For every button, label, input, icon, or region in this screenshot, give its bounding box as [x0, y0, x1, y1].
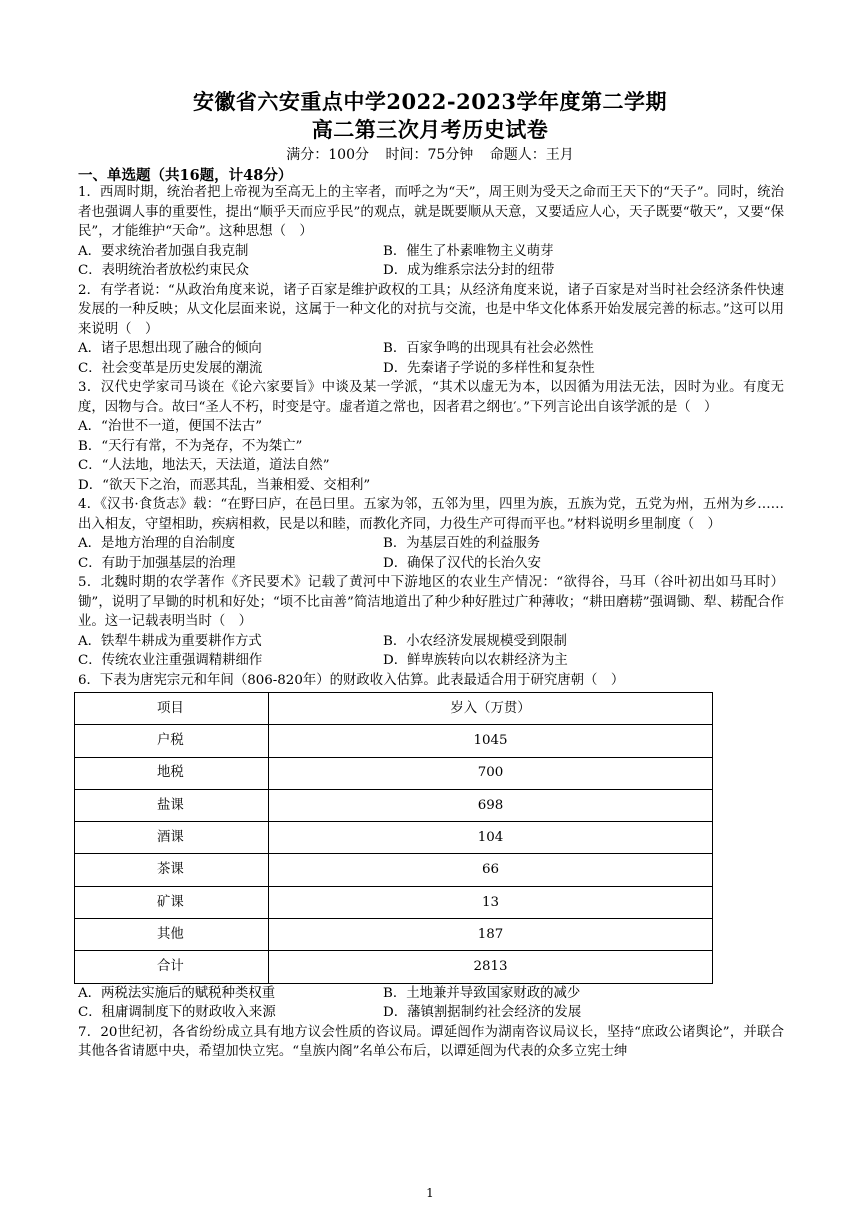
table-cell: 酒课: [75, 822, 269, 854]
option: A．诸子思想出现了融合的倾向: [78, 341, 262, 356]
exam-meta: [0, 144, 860, 164]
option: A．要求统治者加强自我克制: [78, 243, 249, 259]
option: D．“欲天下之治，而恶其乱，当兼相爱、交相利”: [78, 477, 371, 493]
exam-title-line2: 高二第三次月考历史试卷: [311, 117, 549, 142]
option: A．“治世不一道，便国不法古”: [78, 419, 263, 434]
table-row: [75, 725, 713, 757]
table-cell: 盐课: [75, 789, 269, 821]
table-cell: 1045: [269, 725, 713, 757]
question-stem: 7．20世纪初，各省纷纷成立具有地方议会性质的咨议局。谭延闿作为湖南咨议局议长，坚持“庶政公诸舆论”，并联合其他各省请愿中央，希望加快立宪。“皇族内阁”名单公布后，以谭延闿为代表的众多立宪士绅: [78, 1024, 784, 1060]
table-cell: 2813: [269, 951, 713, 983]
option: C．传统农业注重强调精耕细作: [78, 653, 263, 668]
table-header-row: [75, 693, 713, 725]
option: C．有助于加强基层的治理: [78, 555, 236, 571]
table-row: [75, 951, 713, 983]
page-number: 1: [426, 1186, 434, 1200]
option: D．藩镇割据制约社会经济的发展: [383, 1005, 582, 1021]
questions-body: [78, 183, 784, 1062]
table-cell: 700: [269, 757, 713, 789]
option: D．先秦诸子学说的多样性和复杂性: [383, 360, 595, 376]
option: B．百家争鸣的出现具有社会必然性: [383, 341, 594, 356]
table-cell: 66: [269, 854, 713, 886]
options-grid: [78, 339, 784, 378]
table-cell: 187: [269, 919, 713, 951]
table-header-cell: 岁入（万贯）: [269, 693, 713, 725]
table-cell: 其他: [75, 919, 269, 951]
option: A．铁犁牛耕成为重要耕作方式: [78, 633, 262, 649]
options-grid: [78, 984, 784, 1023]
option: C．社会变革是历史发展的潮流: [78, 360, 263, 376]
table-row: [75, 757, 713, 789]
options-grid: [78, 534, 784, 573]
section-heading: 一、单选题（共16题，计48分）: [78, 167, 293, 184]
question-stem: 1．西周时期，统治者把上帝视为至高无上的主宰者，而呼之为“天”，周王则为受天之命而王天下的“天子”。同时，统治者也强调人事的重要性，提出“顺乎天而应乎民”的观点，就是既要顺从天意，又要适应人心，天子既要“敬天”，又要“保民”，才能维护“天命”。这种思想（ ）: [78, 185, 784, 239]
question-stem: 3．汉代史学家司马谈在《论六家要旨》中谈及某一学派，“其术以虚无为本，以因循为用法无法，因时为业。有度无度，因物与合。故曰“圣人不朽，时变是守。虚者道之常也，因者君之纲也′。”下列言论出自该学派的是（ ）: [78, 380, 784, 415]
score-info: 满分：100分: [286, 147, 369, 163]
table-row: [75, 886, 713, 918]
table-cell: 合计: [75, 951, 269, 983]
option: C．表明统治者放松约束民众: [78, 263, 249, 278]
table-row: [75, 919, 713, 951]
option: B．小农经济发展规模受到限制: [383, 633, 567, 649]
revenue-table: [74, 692, 713, 984]
table-header-cell: 项目: [75, 693, 269, 725]
option: B．催生了朴素唯物主义萌芽: [383, 243, 554, 259]
table-row: [75, 822, 713, 854]
option: D．鲜卑族转向以农耕经济为主: [383, 653, 568, 668]
option: C．租庸调制度下的财政收入来源: [78, 1005, 276, 1021]
time-info: 时间：75分钟: [385, 147, 474, 163]
table-cell: 13: [269, 886, 713, 918]
option: D．确保了汉代的长治久安: [383, 555, 542, 571]
options-grid: [78, 242, 784, 281]
option: B．“天行有常，不为尧存，不为桀亡”: [78, 438, 303, 454]
question-stem: 2．有学者说：“从政治角度来说，诸子百家是维护政权的工具；从经济角度来说，诸子百家是对当时社会经济条件快速发展的一种反映；从文化层面来说，这属于一种文化的对抗与交流，也是中华文化体系开始发展完善的标志。”这可以用来说明（ ）: [78, 282, 784, 337]
table-cell: 地税: [75, 757, 269, 789]
table-cell: 矿课: [75, 886, 269, 918]
table-cell: 户税: [75, 725, 269, 757]
option: B．土地兼并导致国家财政的减少: [383, 985, 581, 1001]
table-row: [75, 854, 713, 886]
table-row: [75, 789, 713, 821]
option: A．是地方治理的自治制度: [78, 536, 235, 551]
option: B．为基层百姓的利益服务: [383, 536, 541, 551]
option: A．两税法实施后的赋税种类权重: [78, 985, 276, 1001]
table-cell: 茶课: [75, 854, 269, 886]
exam-title-line1: 安徽省六安重点中学2022-2023学年度第二学期: [192, 89, 668, 114]
table-cell: 104: [269, 822, 713, 854]
option: C．“人法地，地法天，天法道，道法自然”: [78, 458, 330, 473]
author-info: 命题人：王月: [489, 147, 574, 163]
question-stem: 4．《汉书·食货志》载：“在野曰庐，在邑曰里。五家为邻，五邻为里，四里为族，五族为党，五党为州，五州为乡……出入相友，守望相助，疾病相救，民是以和睦，而教化齐同，力役生产可得而平也。”材料说明乡里制度（ ）: [78, 497, 784, 532]
question-stem: 5．北魏时期的农学著作《齐民要术》记载了黄河中下游地区的农业生产情况：“欲得谷，马耳（谷叶初出如马耳时）锄”，说明了早锄的时机和好处；“顷不比亩善”简洁地道出了种少种好胜过广种薄收；“耕田磨耢”强调锄、犁、耢配合作业。这一记载表明当时（ ）: [78, 575, 784, 629]
option: D．成为维系宗法分封的纽带: [383, 263, 555, 278]
options-grid: [78, 632, 784, 671]
question-stem: 6．下表为唐宪宗元和年间（806-820年）的财政收入估算。此表最适合用于研究唐朝（ ）: [78, 672, 625, 688]
table-cell: 698: [269, 789, 713, 821]
